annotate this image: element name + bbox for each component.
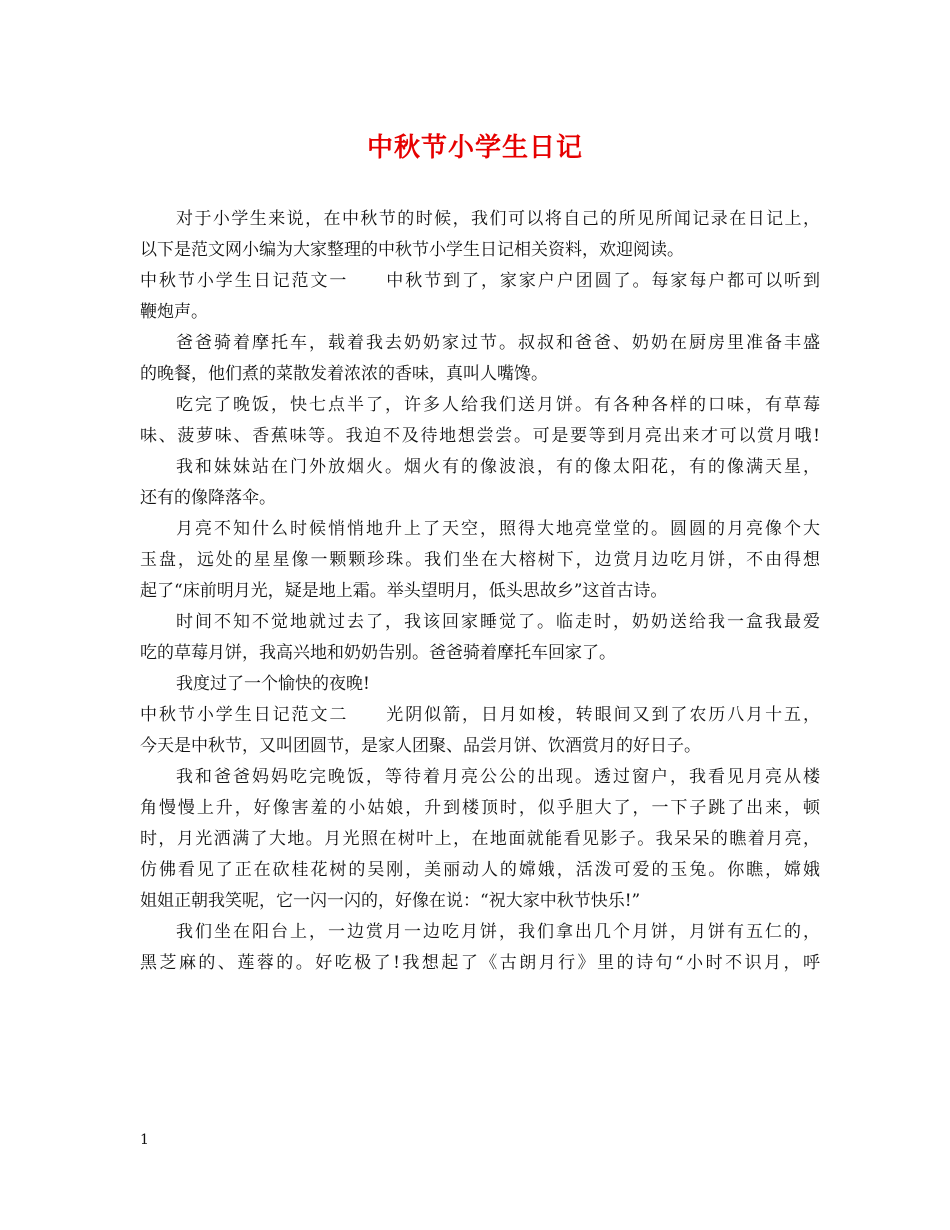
- paragraph-line: 的晚餐，他们煮的菜散发着浓浓的香味，真叫人嘴馋。: [140, 364, 548, 384]
- paragraph-line: 中秋节小学生日记范文二 光阴似箭，日月如梭，转眼间又到了农历八月十五，: [140, 705, 820, 725]
- paragraph-line: 对于小学生来说，在中秋节的时候，我们可以将自己的所见所闻记录在日记上，: [176, 209, 820, 229]
- page-number: 1: [140, 1132, 149, 1148]
- paragraph-line: 爸爸骑着摩托车，载着我去奶奶家过节。叔叔和爸爸、奶奶在厨房里准备丰盛: [176, 333, 820, 353]
- paragraph-line: 起了“床前明月光，疑是地上霜。举头望明月，低头思故乡”这首古诗。: [140, 581, 668, 601]
- paragraph-line: 时间不知不觉地就过去了，我该回家睡觉了。临走时，奶奶送给我一盒我最爱: [176, 612, 820, 632]
- paragraph-line: 我们坐在阳台上，一边赏月一边吃月饼，我们拿出几个月饼，月饼有五仁的，: [176, 922, 820, 942]
- paragraph-line: 月亮不知什么时候悄悄地升上了天空，照得大地亮堂堂的。圆圆的月亮像个大: [176, 519, 820, 539]
- paragraph-line: 吃的草莓月饼，我高兴地和奶奶告别。爸爸骑着摩托车回家了。: [140, 643, 616, 663]
- paragraph-line: 今天是中秋节，又叫团圆节，是家人团聚、品尝月饼、饮酒赏月的好日子。: [140, 736, 701, 756]
- paragraph-line: 以下是范文网小编为大家整理的中秋节小学生日记相关资料，欢迎阅读。: [140, 240, 684, 260]
- paragraph-line: 还有的像降落伞。: [140, 488, 276, 508]
- paragraph-line: 黑芝麻的、莲蓉的。好吃极了!我想起了《古朗月行》里的诗句“小时不识月，呼: [140, 953, 820, 973]
- paragraph-line: 味、菠萝味、香蕉味等。我迫不及待地想尝尝。可是要等到月亮出来才可以赏月哦!: [140, 426, 820, 446]
- paragraph-line: 角慢慢上升，好像害羞的小姑娘，升到楼顶时，似乎胆大了，一下子跳了出来，顿: [140, 798, 820, 818]
- paragraph-line: 我和爸爸妈妈吃完晚饭，等待着月亮公公的出现。透过窗户，我看见月亮从楼: [176, 767, 820, 787]
- paragraph-line: 姐姐正朝我笑呢，它一闪一闪的，好像在说：“祝大家中秋节快乐!”: [140, 891, 641, 911]
- paragraph-line: 仿佛看见了正在砍桂花树的吴刚，美丽动人的嫦娥，活泼可爱的玉兔。你瞧，嫦娥: [140, 860, 820, 880]
- paragraph-line: 中秋节小学生日记范文一 中秋节到了，家家户户团圆了。每家每户都可以听到: [140, 271, 820, 291]
- paragraph-line: 吃完了晚饭，快七点半了，许多人给我们送月饼。有各种各样的口味，有草莓: [176, 395, 820, 415]
- paragraph-line: 时，月光洒满了大地。月光照在树叶上，在地面就能看见影子。我呆呆的瞧着月亮，: [140, 829, 820, 849]
- paragraph-line: 我度过了一个愉快的夜晚!: [176, 674, 370, 694]
- paragraph-line: 我和妹妹站在门外放烟火。烟火有的像波浪，有的像太阳花，有的像满天星，: [176, 457, 820, 477]
- document-body: [140, 204, 820, 979]
- document-title: 中秋节小学生日记: [366, 133, 583, 163]
- paragraph-line: 玉盘，远处的星星像一颗颗珍珠。我们坐在大榕树下，边赏月边吃月饼，不由得想: [140, 550, 820, 570]
- paragraph-line: 鞭炮声。: [140, 302, 208, 322]
